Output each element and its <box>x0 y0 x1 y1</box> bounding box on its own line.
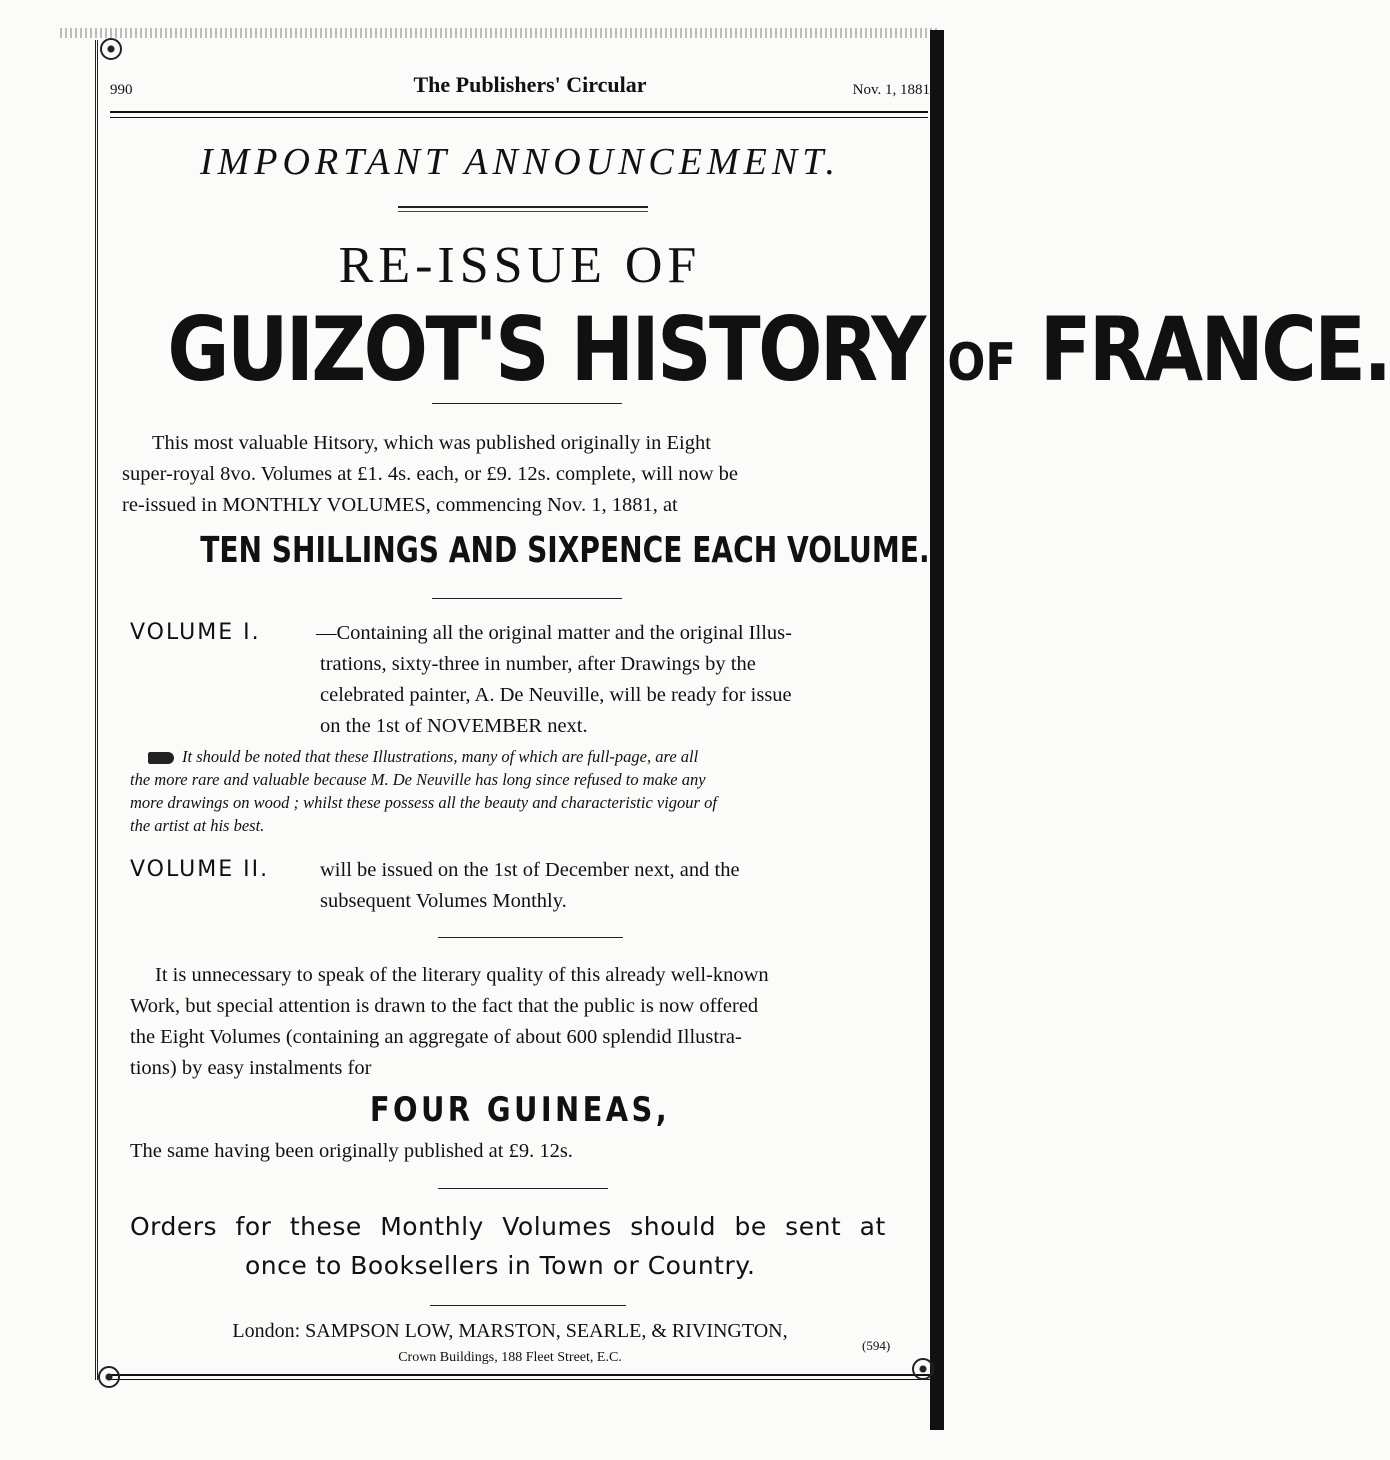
divider-rule <box>438 937 623 938</box>
announcement-heading: IMPORTANT ANNOUNCEMENT. <box>199 141 841 183</box>
corner-ornament-icon <box>98 1366 120 1388</box>
advert-number: (594) <box>862 1338 891 1353</box>
publisher-address: Crown Buildings, 188 Fleet Street, E.C. <box>398 1350 622 1365</box>
orders-line-2: once to Booksellers in Town or Country. <box>245 1251 756 1280</box>
intro-paragraph <box>122 428 930 521</box>
title-part-2: OF <box>947 333 1016 393</box>
note-line <box>130 745 930 768</box>
title-part-1: GUIZOT'S HISTORY <box>167 298 924 401</box>
orders-line-1: Orders for these Monthly Volumes should be sent at <box>130 1212 886 1241</box>
four-guineas-heading: FOUR GUINEAS, <box>369 1090 671 1130</box>
volume-2-line: will be issued on the 1st of December next, and the <box>320 859 740 881</box>
issue-date: Nov. 1, 1881 <box>852 82 930 98</box>
volume-2-text <box>320 855 930 917</box>
volume-1-label: VOLUME I. <box>130 620 261 645</box>
paper-grain <box>60 28 940 38</box>
divider-rule <box>398 206 648 212</box>
volume-1-line: celebrated painter, A. De Neuville, will be ready for issue <box>320 684 792 706</box>
note-text: It should be noted that these Illustrations, many of which are full-page, are all <box>182 747 699 766</box>
divider-rule <box>432 403 622 404</box>
reissue-heading: RE-ISSUE OF <box>338 237 702 294</box>
note-line: more drawings on wood ; whilst these possess all the beauty and characteristic vigour of <box>130 793 717 812</box>
volume-1-line: —Containing all the original matter and the original Illus- <box>316 622 792 644</box>
note-line: the artist at his best. <box>130 816 265 835</box>
divider-rule <box>432 598 622 599</box>
volume-1-line: trations, sixty-three in number, after Drawings by the <box>320 653 756 675</box>
main-title <box>167 298 1390 413</box>
intro-line: This most valuable Hitsory, which was published originally in Eight <box>152 432 711 454</box>
header-rule <box>110 111 928 118</box>
bottom-rule <box>110 1374 930 1380</box>
note-line: the more rare and valuable because M. De Neuville has long since refused to make any <box>130 770 706 789</box>
journal-title: The Publishers' Circular <box>413 72 647 97</box>
volume-1-text <box>316 618 930 742</box>
intro-line: super-royal 8vo. Volumes at £1. 4s. each, or £9. 12s. complete, will now be <box>122 463 739 485</box>
running-header <box>110 72 930 102</box>
volume-1-line: on the 1st of NOVEMBER next. <box>320 715 588 737</box>
publisher-line: London: SAMPSON LOW, MARSTON, SEARLE, & RIVINGTON, <box>232 1320 788 1342</box>
body-line: tions) by easy instalments for <box>130 1057 372 1079</box>
pointing-hand-icon <box>148 752 174 764</box>
body-line: Work, but special attention is drawn to the fact that the public is now offered <box>130 995 759 1017</box>
page-number: 990 <box>110 82 133 98</box>
body-paragraph <box>130 960 930 1084</box>
body-line: It is unnecessary to speak of the literary quality of this already well-known <box>155 964 769 986</box>
volume-2-label: VOLUME II. <box>130 857 270 882</box>
price-line: TEN SHILLINGS AND SIXPENCE EACH VOLUME. <box>200 530 930 571</box>
body-line: the Eight Volumes (containing an aggregate of about 600 splendid Illustra- <box>130 1026 742 1048</box>
divider-rule <box>438 1188 608 1189</box>
divider-rule <box>430 1305 626 1306</box>
volume-2-line: subsequent Volumes Monthly. <box>320 890 567 912</box>
intro-line: re-issued in MONTHLY VOLUMES, commencing Nov. 1, 1881, at <box>122 494 678 516</box>
title-part-3: FRANCE. <box>1039 298 1390 401</box>
corner-ornament-icon <box>100 38 122 60</box>
same-line: The same having been originally published at £9. 12s. <box>130 1140 573 1162</box>
corner-ornament-icon <box>912 1358 934 1380</box>
binding-edge <box>930 30 944 1430</box>
illustration-note <box>130 745 930 837</box>
